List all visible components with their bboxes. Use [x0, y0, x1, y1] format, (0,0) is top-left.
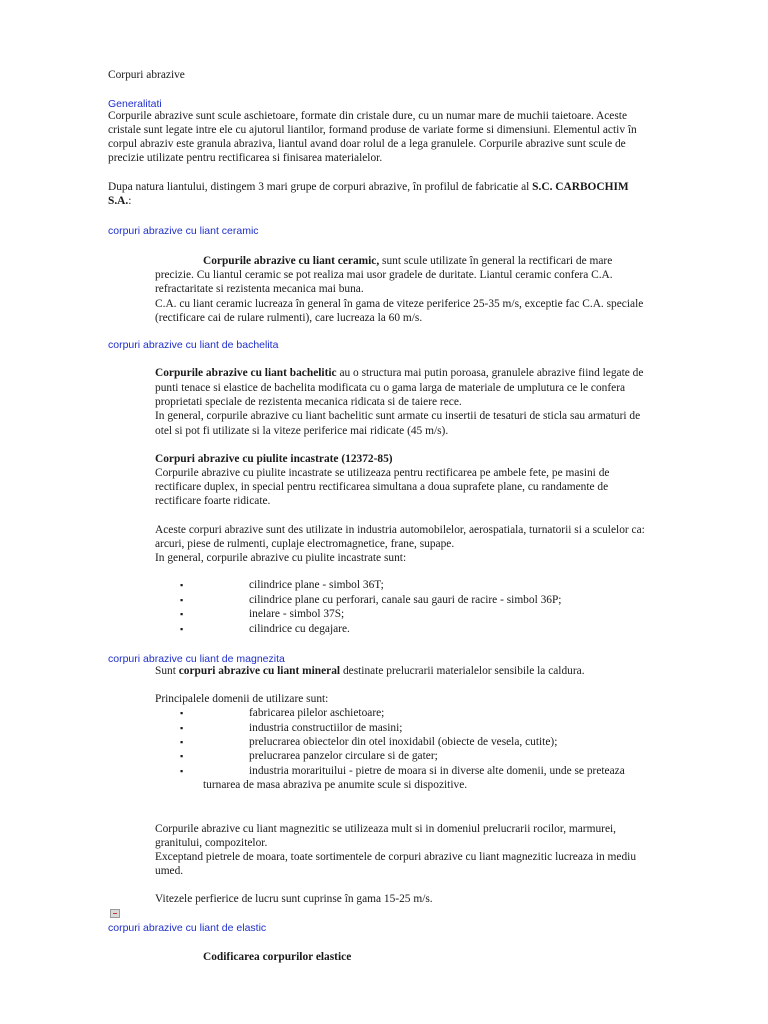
list-item: industria morarituilui - pietre de moara si in diverse alte domenii, unde se preteaza: [249, 765, 625, 777]
magnezita-line: granitului, compozitelor.: [155, 837, 268, 849]
section-link-generalitati[interactable]: Generalitati: [108, 98, 162, 110]
natura-text: Dupa natura liantului, distingem 3 mari grupe de corpuri abrazive, în profilul de fabricatie al: [108, 181, 533, 193]
list-item: cilindrice plane - simbol 36T;: [249, 579, 384, 591]
bullet-icon: ▪: [180, 723, 184, 733]
piulite-line: Corpurile abrazive cu piulite incastrate se utilizeaza pentru rectificarea pe ambele fete, pe masini de: [155, 467, 610, 479]
bachelita-lead: [155, 366, 643, 381]
list-item: fabricarea pilelor aschietoare;: [249, 707, 385, 719]
intro-line: Corpurile abrazive sunt scule aschietoare, formate din cristale dure, cu un numar mare de muchii taietoare. Aceste: [108, 110, 628, 122]
ceramic-rest: sunt scule utilizate în general la rectificari de mare: [379, 255, 613, 267]
list-item: cilindrice cu degajare.: [249, 623, 350, 635]
intro-line: cristale sunt legate intre ele cu ajutorul liantilor, formand produse de variate forme si dimensiuni. Elementul activ în: [108, 124, 637, 136]
piulite-usage-line: Aceste corpuri abrazive sunt des utilizate in industria automobilelor, aerospatiala, turnatorii si a sculelor ca:: [155, 524, 645, 536]
bachelita-bold: Corpurile abrazive cu liant bachelitic: [155, 367, 337, 379]
list-item: prelucrarea obiectelor din otel inoxidabil (obiecte de vesela, cutite);: [249, 736, 558, 748]
section-link-magnezita[interactable]: corpuri abrazive cu liant de magnezita: [108, 653, 285, 665]
piulite-line: rectificare foarte ridicate.: [155, 495, 271, 507]
natura-line: [108, 180, 629, 195]
ceramic-line: C.A. cu liant ceramic lucreaza în general în gama de viteze periferice 25-35 m/s, exceptie fac C.A. speciale: [155, 298, 644, 310]
magnezita-bold: corpuri abrazive cu liant mineral: [178, 665, 341, 677]
section-link-bachelita[interactable]: corpuri abrazive cu liant de bachelita: [108, 339, 279, 351]
ceramic-line: refractaritate si rezistenta mecanica mai buna.: [155, 283, 364, 295]
colon: :: [128, 195, 132, 207]
bullet-icon: ▪: [180, 708, 184, 718]
piulite-heading: Corpuri abrazive cu piulite incastrate (12372-85): [155, 453, 393, 465]
bachelita-rest: au o structura mai putin poroasa, granulele abrazive fiind legate de: [336, 367, 644, 379]
piulite-usage-line: In general, corpurile abrazive cu piulite incastrate sunt:: [155, 552, 407, 564]
magnezita-line: Corpurile abrazive cu liant magnezitic se utilizeaza mult si in domeniul prelucrarii rocilor, marmurei,: [155, 823, 617, 835]
list-item: inelare - simbol 37S;: [249, 608, 345, 620]
bachelita-line: punti tenace si elastice de bachelita modificata cu o gama larga de materiale de umplutura ce le confera: [155, 382, 626, 394]
bullet-icon: ▪: [180, 737, 184, 747]
bullet-icon: ▪: [180, 766, 184, 776]
magnezita-line: Exceptand pietrele de moara, toate sortimentele de corpuri abrazive cu liant magnezitic lucreaza in mediu: [155, 851, 637, 863]
list-item: industria constructiilor de masini;: [249, 722, 403, 734]
section-link-ceramic[interactable]: corpuri abrazive cu liant ceramic: [108, 225, 259, 237]
ceramic-line: (rectificare cai de rulare rulmenti), care lucreaza la 60 m/s.: [155, 312, 423, 324]
bachelita-line: otel si pot fi utilizate si la viteze periferice mai ridicate (45 m/s).: [155, 425, 449, 437]
bachelita-line: In general, corpurile abrazive cu liant bachelitic sunt armate cu insertii de tesaturi de sticla sau armaturi de: [155, 410, 641, 422]
section-link-elastic[interactable]: corpuri abrazive cu liant de elastic: [108, 922, 267, 934]
bullet-icon: ▪: [180, 609, 184, 619]
bullet-icon: ▪: [180, 595, 184, 605]
natura-line-2: [108, 194, 131, 209]
piulite-line: rectificare duplex, in special pentru rectificarea simultana a doua suprafete plane, cu randamente de: [155, 481, 609, 493]
list-item: cilindrice plane cu perforari, canale sau gauri de racire - simbol 36P;: [249, 594, 562, 606]
bullet-icon: ▪: [180, 751, 184, 761]
company-suffix: S.A.: [108, 195, 129, 207]
bullet-icon: ▪: [180, 580, 184, 590]
magnezita-sunt: Sunt: [155, 665, 179, 677]
ceramic-line: precizie. Cu liantul ceramic se pot realiza mai usor gradele de duritate. Liantul ceramic confera C.A.: [155, 269, 613, 281]
list-item-continuation: turnarea de masa abraziva pe anumite scule si dispozitive.: [203, 779, 468, 791]
list-item: prelucrarea panzelor circulare si de gater;: [249, 750, 438, 762]
ceramic-lead: [203, 254, 612, 269]
intro-line: corpul abraziv este granula abraziva, liantul avand doar rolul de a lega granulele. Corpurile abrazive sunt scule de: [108, 138, 626, 150]
domenii-heading: Principalele domenii de utilizare sunt:: [155, 693, 329, 705]
intro-line: precizie utilizate pentru rectificarea si finisarea materialelor.: [108, 152, 383, 164]
bullet-icon: ▪: [180, 624, 184, 634]
elastic-heading: Codificarea corpurilor elastice: [203, 951, 352, 963]
company-name: S.C. CARBOCHIM: [532, 181, 629, 193]
magnezita-lead: [155, 664, 585, 679]
collapse-icon[interactable]: [110, 909, 120, 918]
magnezita-rest: destinate prelucrarii materialelor sensibile la caldura.: [340, 665, 585, 677]
bachelita-line: proprietati speciale de rezistenta mecanica ridicata si de taiere rece.: [155, 396, 462, 408]
piulite-usage-line: arcuri, piese de rulmenti, cuplaje electromagnetice, frane, supape.: [155, 538, 455, 550]
ceramic-bold: Corpurile abrazive cu liant ceramic,: [203, 255, 380, 267]
viteze-line: Vitezele perfierice de lucru sunt cuprinse în gama 15-25 m/s.: [155, 893, 433, 905]
magnezita-line: umed.: [155, 865, 184, 877]
page-title: Corpuri abrazive: [108, 69, 185, 81]
